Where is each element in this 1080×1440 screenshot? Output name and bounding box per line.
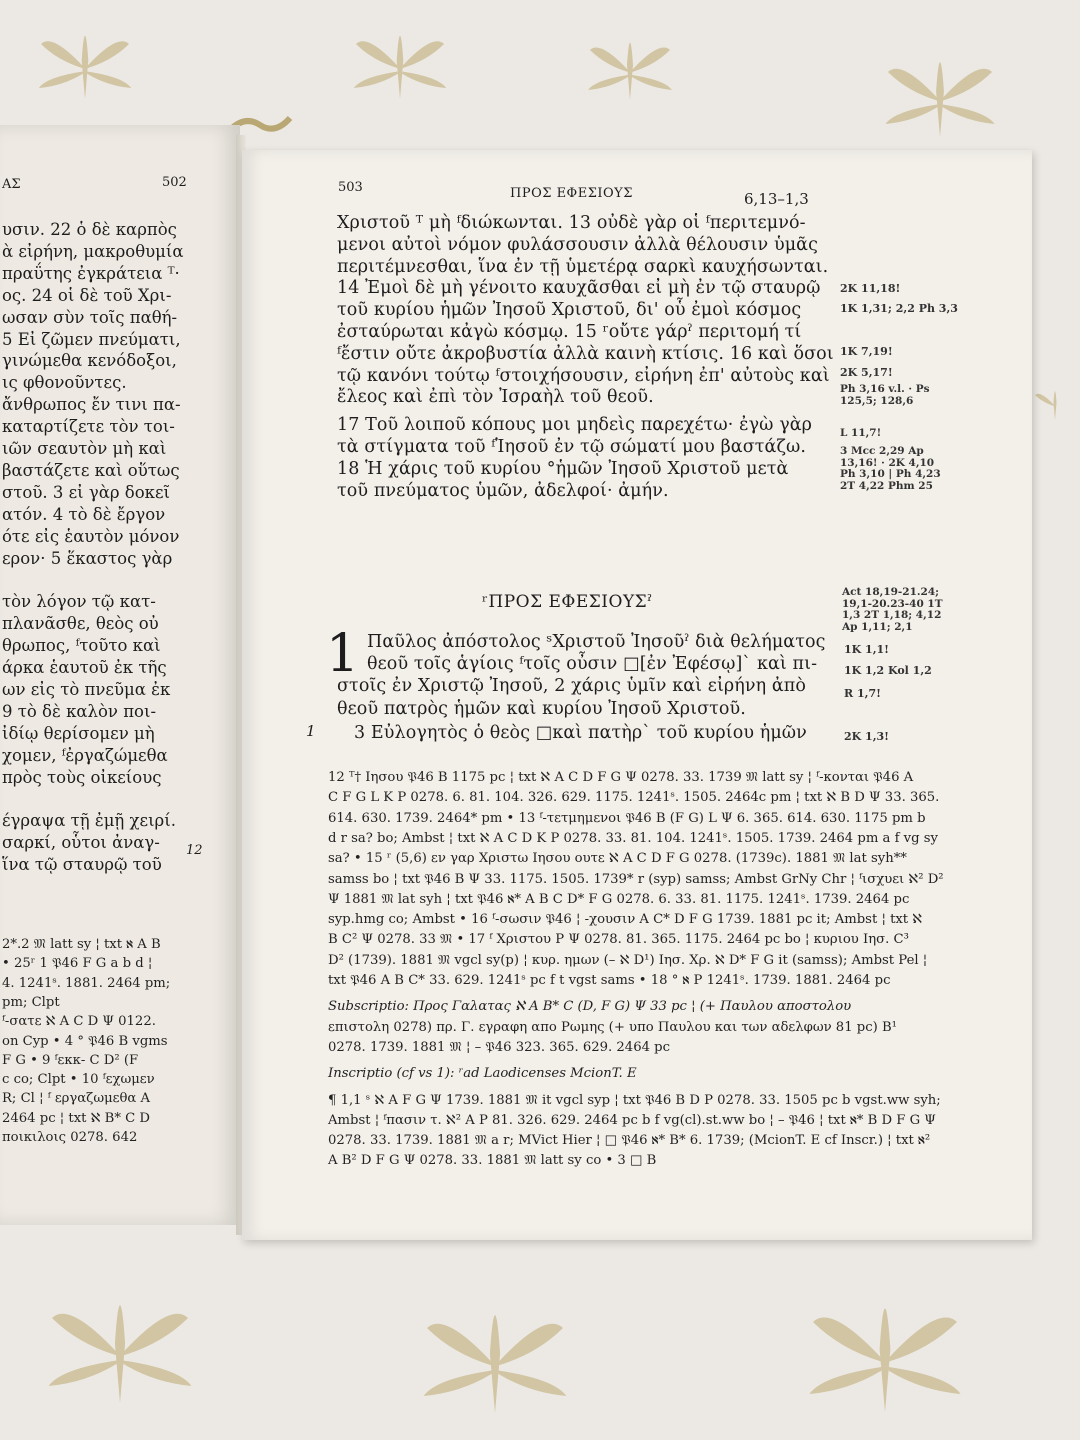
- left-page: [0, 125, 240, 1225]
- left-apparatus-line: ποικιλοις 0278. 642: [2, 1130, 138, 1145]
- ephesians-line: στοῖς ἐν Χριστῷ Ἰησοῦ, 2 χάρις ὑμῖν καὶ εἰρήνη ἀπὸ: [337, 676, 807, 696]
- left-text-line: ις φθονοῦντες.: [2, 373, 127, 393]
- apparatus-line: A B² D F G Ψ 0278. 33. 1881 𝔐 latt sy co • 3 □ B: [328, 1153, 657, 1169]
- left-apparatus-line: F G • 9 ᶠεκκ- C D² (F: [2, 1052, 139, 1068]
- left-apparatus-line: 2*.2 𝔐 latt sy ¦ txt ℵ A B: [2, 937, 161, 952]
- left-text-line: ἰδίῳ θερίσομεν μὴ: [2, 723, 155, 743]
- right-page: [242, 150, 1032, 1240]
- left-text-line: έγραψα τῇ ἐμῇ χειρί.: [2, 811, 176, 831]
- left-apparatus-line: • 25ʳ 1 𝔓46 F G a b d ¦: [2, 956, 153, 972]
- galatians-line: 14 Ἐμοὶ δὲ μὴ γένοιτο καυχᾶσθαι εἰ μὴ ἐν τῷ σταυρῷ: [337, 278, 821, 299]
- apparatus-line: ¶ 1,1 ˢ ℵ A F G Ψ 1739. 1881 𝔐 it vgcl syp ¦ txt 𝔓46 B D P 0278. 33. 1505 pc b vgst.ww syh;: [328, 1092, 941, 1108]
- open-book: [0, 110, 1060, 1250]
- fabric-leaf-icon: [320, 0, 480, 110]
- galatians-line: τῷ κανόνι τούτῳ ᶠστοιχήσουσιν, εἰρήνη ἐπ' αὐτοὺς καὶ: [337, 365, 830, 386]
- apparatus-line: B C² Ψ 0278. 33 𝔐 • 17 ᶠ Χριστου P Ψ 0278. 81. 365. 1175. 2464 pc bo ¦ κυριου Ιησ. C³: [328, 932, 909, 948]
- fabric-leaf-icon: [380, 1260, 610, 1430]
- left-text-line: ἄνθρωπος ἔν τινι πα-: [2, 395, 181, 415]
- apparatus-line: d r sa? bo; Ambst ¦ txt ℵ A C D K P 0278. 33. 81. 104. 1241ˢ. 1505. 1739. 2464 pm a f vg sy: [328, 830, 938, 846]
- apparatus-line: C F G L K P 0278. 6. 81. 104. 326. 629. 1175. 1241ˢ. 1505. 2464c pm ¦ txt ℵ B D Ψ 33. 365.: [328, 790, 940, 806]
- apparatus-line: Ψ 1881 𝔐 lat syh ¦ txt 𝔓46 ℵ* A B C D* F G 0278. 6. 33. 81. 1175. 1241ˢ. 1739. 2464 pc: [328, 891, 910, 907]
- cross-reference: L 11,7!: [840, 427, 882, 439]
- left-apparatus-line: on Cyp • 4 ° 𝔓46 B vgms: [2, 1033, 168, 1049]
- galatians-line: τοῦ κυρίου ἡμῶν Ἰησοῦ Χριστοῦ, δι' οὗ ἐμοὶ κόσμος: [337, 300, 802, 321]
- cross-reference: 3 Mcc 2,29 Ap 13,16! · 2K 4,10 Ph 3,10 | Ph 4,23 2T 4,22 Phm 25: [840, 445, 941, 492]
- left-apparatus-line: pm; Clpt: [2, 994, 60, 1010]
- left-apparatus-line: 4. 1241ˢ. 1881. 2464 pm;: [2, 975, 171, 991]
- ephesians-line: 3 Εὐλογητὸς ὁ θεὸς □καὶ πατὴρˋ τοῦ κυρίου ἡμῶν: [354, 723, 807, 743]
- fabric-leaf-icon: [10, 0, 160, 110]
- galatians-line: ἔλεος καὶ ἐπὶ τὸν Ἰσραὴλ τοῦ θεοῦ.: [337, 387, 654, 408]
- galatians-line: ᶠἔστιν οὔτε ἀκροβυστία ἀλλὰ καινὴ κτίσις. 16 καὶ ὅσοι: [337, 343, 834, 364]
- galatians-line: περιτέμνεσθαι, ἵνα ἐν τῇ ὑμετέρᾳ σαρκὶ καυχήσωνται.: [337, 256, 829, 277]
- left-text-line: ότε εἰς ἑαυτὸν μόνον: [2, 526, 180, 546]
- galatians-line: 18 Ἡ χάρις τοῦ κυρίου °ἡμῶν Ἰησοῦ Χριστοῦ μετὰ: [337, 458, 789, 479]
- book-title-reference: Act 18,19-21.24; 19,1-20.23-40 1T 1,3 2T 1,18; 4,12 Ap 1,11; 2,1: [842, 586, 943, 633]
- left-text-line: ὰ εἰρήνη, μακροθυμία: [2, 241, 184, 261]
- fabric-leaf-icon: [560, 10, 700, 110]
- apparatus-line: επιστολη 0278) πρ. Γ. εγραφη απο Ρωμης (+ υπο Παυλου και των αδελφων 81 pc) B¹: [328, 1019, 897, 1035]
- cross-reference: 2K 11,18!: [840, 282, 901, 295]
- apparatus-line: 614. 630. 1739. 2464* pm • 13 ᶠ-τετμημενοι 𝔓46 B (F G) L Ψ 6. 365. 614. 630. 1175 pm b: [328, 810, 926, 826]
- cross-reference: 1K 1,31; 2,2 Ph 3,3: [840, 302, 958, 315]
- left-text-line: καταρτίζετε τὸν τοι-: [2, 417, 175, 437]
- cross-reference: 2K 1,3!: [844, 730, 890, 743]
- apparatus-line: syp.hmg co; Ambst • 16 ᶠ-σωσιν 𝔓46 ¦ -χουσιν A C* D F G 1739. 1881 pc it; Ambst ¦ txt ℵ: [328, 912, 923, 928]
- left-apparatus-line: 2464 pc ¦ txt ℵ B* C D: [2, 1110, 150, 1126]
- left-text-line: σαρκί, οὗτοι ἀναγ-: [2, 833, 160, 853]
- left-text-line: ατόν. 4 τὸ δὲ ἔργον: [2, 504, 166, 524]
- left-text-line: πρὸς τοὺς οἰκείους: [2, 767, 162, 787]
- left-text-line: άρκα ἑαυτοῦ ἐκ τῆς: [2, 658, 167, 677]
- left-text-line: 9 τὸ δὲ καλὸν ποι-: [2, 701, 157, 721]
- apparatus-line: Ambst ¦ ᶠπασιν τ. ℵ² A P 81. 326. 629. 2464 pc b f vg(cl).st.ww bo ¦ – 𝔓46 ¦ txt ℵ* B D F G Ψ: [328, 1112, 936, 1128]
- left-text-line: ων εἰς τὸ πνεῦμα ἐκ: [2, 679, 171, 699]
- left-apparatus-line: ᶠ-σατε ℵ A C D Ψ 0122.: [2, 1014, 156, 1030]
- ephesians-line: θεοῦ τοῖς ἁγίοις ᶠτοῖς οὖσιν □[ἐν Ἐφέσῳ]ˋ καὶ πι-: [367, 654, 818, 674]
- apparatus-line: samss bo ¦ txt 𝔓46 B Ψ 33. 1175. 1505. 1739* r (syp) samss; Ambst GrNy Chr ¦ ᶠισχυει ℵ² D²: [328, 871, 944, 887]
- cross-reference: 1K 1,2 Kol 1,2: [844, 664, 932, 677]
- left-text-line: βαστάζετε καὶ οὕτως: [2, 460, 180, 480]
- left-apparatus-line: c co; Clpt • 10 ᶠεχωμεν: [2, 1072, 155, 1088]
- cross-reference: Ph 3,16 v.l. · Ps 125,5; 128,6: [840, 383, 930, 407]
- chapter-range: 6,13–1,3: [744, 190, 809, 208]
- fabric-leaf-icon: [20, 1250, 220, 1420]
- left-text-line: ιῶν σεαυτὸν μὴ καὶ: [2, 439, 167, 458]
- left-text-line: υσιν. 22 ὁ δὲ καρπὸς: [2, 220, 177, 239]
- left-text-line: ος. 24 οἱ δὲ τοῦ Χρι-: [2, 285, 172, 305]
- fabric-leaf-icon: [760, 1250, 1010, 1430]
- left-text-line: 5 Εἰ ζῶμεν πνεύματι,: [2, 329, 181, 349]
- ephesians-line: Παῦλος ἀπόστολος ˢΧριστοῦ Ἰησοῦˀ διὰ θελήματος: [367, 632, 826, 652]
- left-text-line: πραΰτης ἐγκράτεια ᵀ·: [2, 263, 180, 283]
- galatians-line: τὰ στίγματα τοῦ ᶠἸησοῦ ἐν τῷ σώματί μου βαστάζω.: [337, 437, 807, 457]
- apparatus-line: txt 𝔓46 A B C* 33. 629. 1241ˢ pc f t vgst sams • 18 ° ℵ P 1241ˢ. 1739. 1881. 2464 pc: [328, 973, 891, 988]
- left-text-line: χομεν, ᶠἐργαζώμεθα: [2, 745, 168, 765]
- left-text-line: ἵνα τῷ σταυρῷ τοῦ: [2, 855, 162, 875]
- right-margin-verse-marker: 1: [306, 722, 316, 740]
- apparatus-line: Inscriptio (cf vs 1): ʳad Laodicenses McionT. E: [328, 1066, 637, 1082]
- apparatus-line: Subscriptio: Προς Γαλατας ℵ A B* C (D, F G) Ψ 33 pc ¦ (+ Παυλου αποστολου: [328, 999, 852, 1015]
- left-text-line: ωσαν σὺν τοῖς παθή-: [2, 307, 178, 327]
- cross-reference: 1K 7,19!: [840, 345, 893, 358]
- left-running-head: ΑΣ: [2, 177, 21, 192]
- apparatus-line: D² (1739). 1881 𝔐 vgcl sy(p) ¦ κυρ. ημων (– ℵ D¹) Ιησ. Χρ. ℵ D* F G it (samss); Ambst Pel ¦: [328, 952, 928, 968]
- running-title: ΠΡΟΣ ΕΦΕΣΙΟΥΣ: [510, 186, 633, 201]
- apparatus-line: 0278. 33. 1739. 1881 𝔐 a r; MVict Hier ¦ □ 𝔓46 ℵ* B* 6. 1739; (McionT. E cf Inscr.) ¦ txt ℵ²: [328, 1133, 931, 1149]
- left-apparatus-line: R; Cl ¦ ᶠ εργαζωμεθα A: [2, 1091, 151, 1107]
- cross-reference: 1K 1,1!: [844, 643, 890, 656]
- galatians-line: 17 Τοῦ λοιποῦ κόπους μοι μηδεὶς παρεχέτω· ἐγὼ γὰρ: [337, 415, 813, 436]
- apparatus-line: 12 ᵀ† Ιησου 𝔓46 B 1175 pc ¦ txt ℵ A C D F G Ψ 0278. 33. 1739 𝔐 latt sy ¦ ᶠ-κονται 𝔓46 A: [328, 770, 914, 785]
- cross-reference: R 1,7!: [844, 687, 881, 700]
- left-text-line: γινώμεθα κενόδοξοι,: [2, 351, 177, 371]
- book-title: ʳΠΡΟΣ ΕΦΕΣΙΟΥΣˀ: [482, 592, 653, 612]
- galatians-line: τοῦ πνεύματος ὑμῶν, ἀδελφοί· ἀμήν.: [337, 480, 669, 501]
- apparatus-line: 0278. 1739. 1881 𝔐 ¦ – 𝔓46 323. 365. 629. 2464 pc: [328, 1039, 670, 1055]
- left-text-line: θρωπος, ᶠτοῦτο καὶ: [2, 636, 161, 656]
- left-margin-verse-marker: 12: [186, 843, 203, 858]
- left-text-line: πλανᾶσθε, θεὸς οὐ: [2, 614, 159, 634]
- apparatus-line: sa? • 15 ʳ (5,6) εν γαρ Χριστω Ιησου ουτε ℵ A C D F G 0278. (1739c). 1881 𝔐 lat syh**: [328, 851, 907, 867]
- galatians-line: ἐσταύρωται κἀγὼ κόσμῳ. 15 ʳοὔτε γάρˀ περιτομή τί: [337, 322, 802, 342]
- galatians-line: μενοι αὐτοὶ νόμον φυλάσσουσιν ἀλλὰ θέλουσιν ὑμᾶς: [337, 234, 818, 255]
- ephesians-line: θεοῦ πατρὸς ἡμῶν καὶ κυρίου Ἰησοῦ Χριστοῦ.: [337, 699, 746, 719]
- right-page-number: 503: [338, 180, 363, 195]
- left-text-line: ερον· 5 ἕκαστος γὰρ: [2, 548, 173, 568]
- left-page-number: 502: [162, 175, 187, 190]
- chapter-number: 1: [326, 624, 360, 684]
- cross-reference: 2K 5,17!: [840, 366, 893, 379]
- galatians-line: Χριστοῦ ᵀ μὴ ᶠδιώκωνται. 13 οὐδὲ γὰρ οἱ ᶠπεριτεμνό-: [337, 213, 806, 233]
- left-text-line: στοῦ. 3 εἰ γὰρ δοκεῖ: [2, 482, 170, 502]
- left-text-line: τὸν λόγον τῷ κατ-: [2, 592, 156, 612]
